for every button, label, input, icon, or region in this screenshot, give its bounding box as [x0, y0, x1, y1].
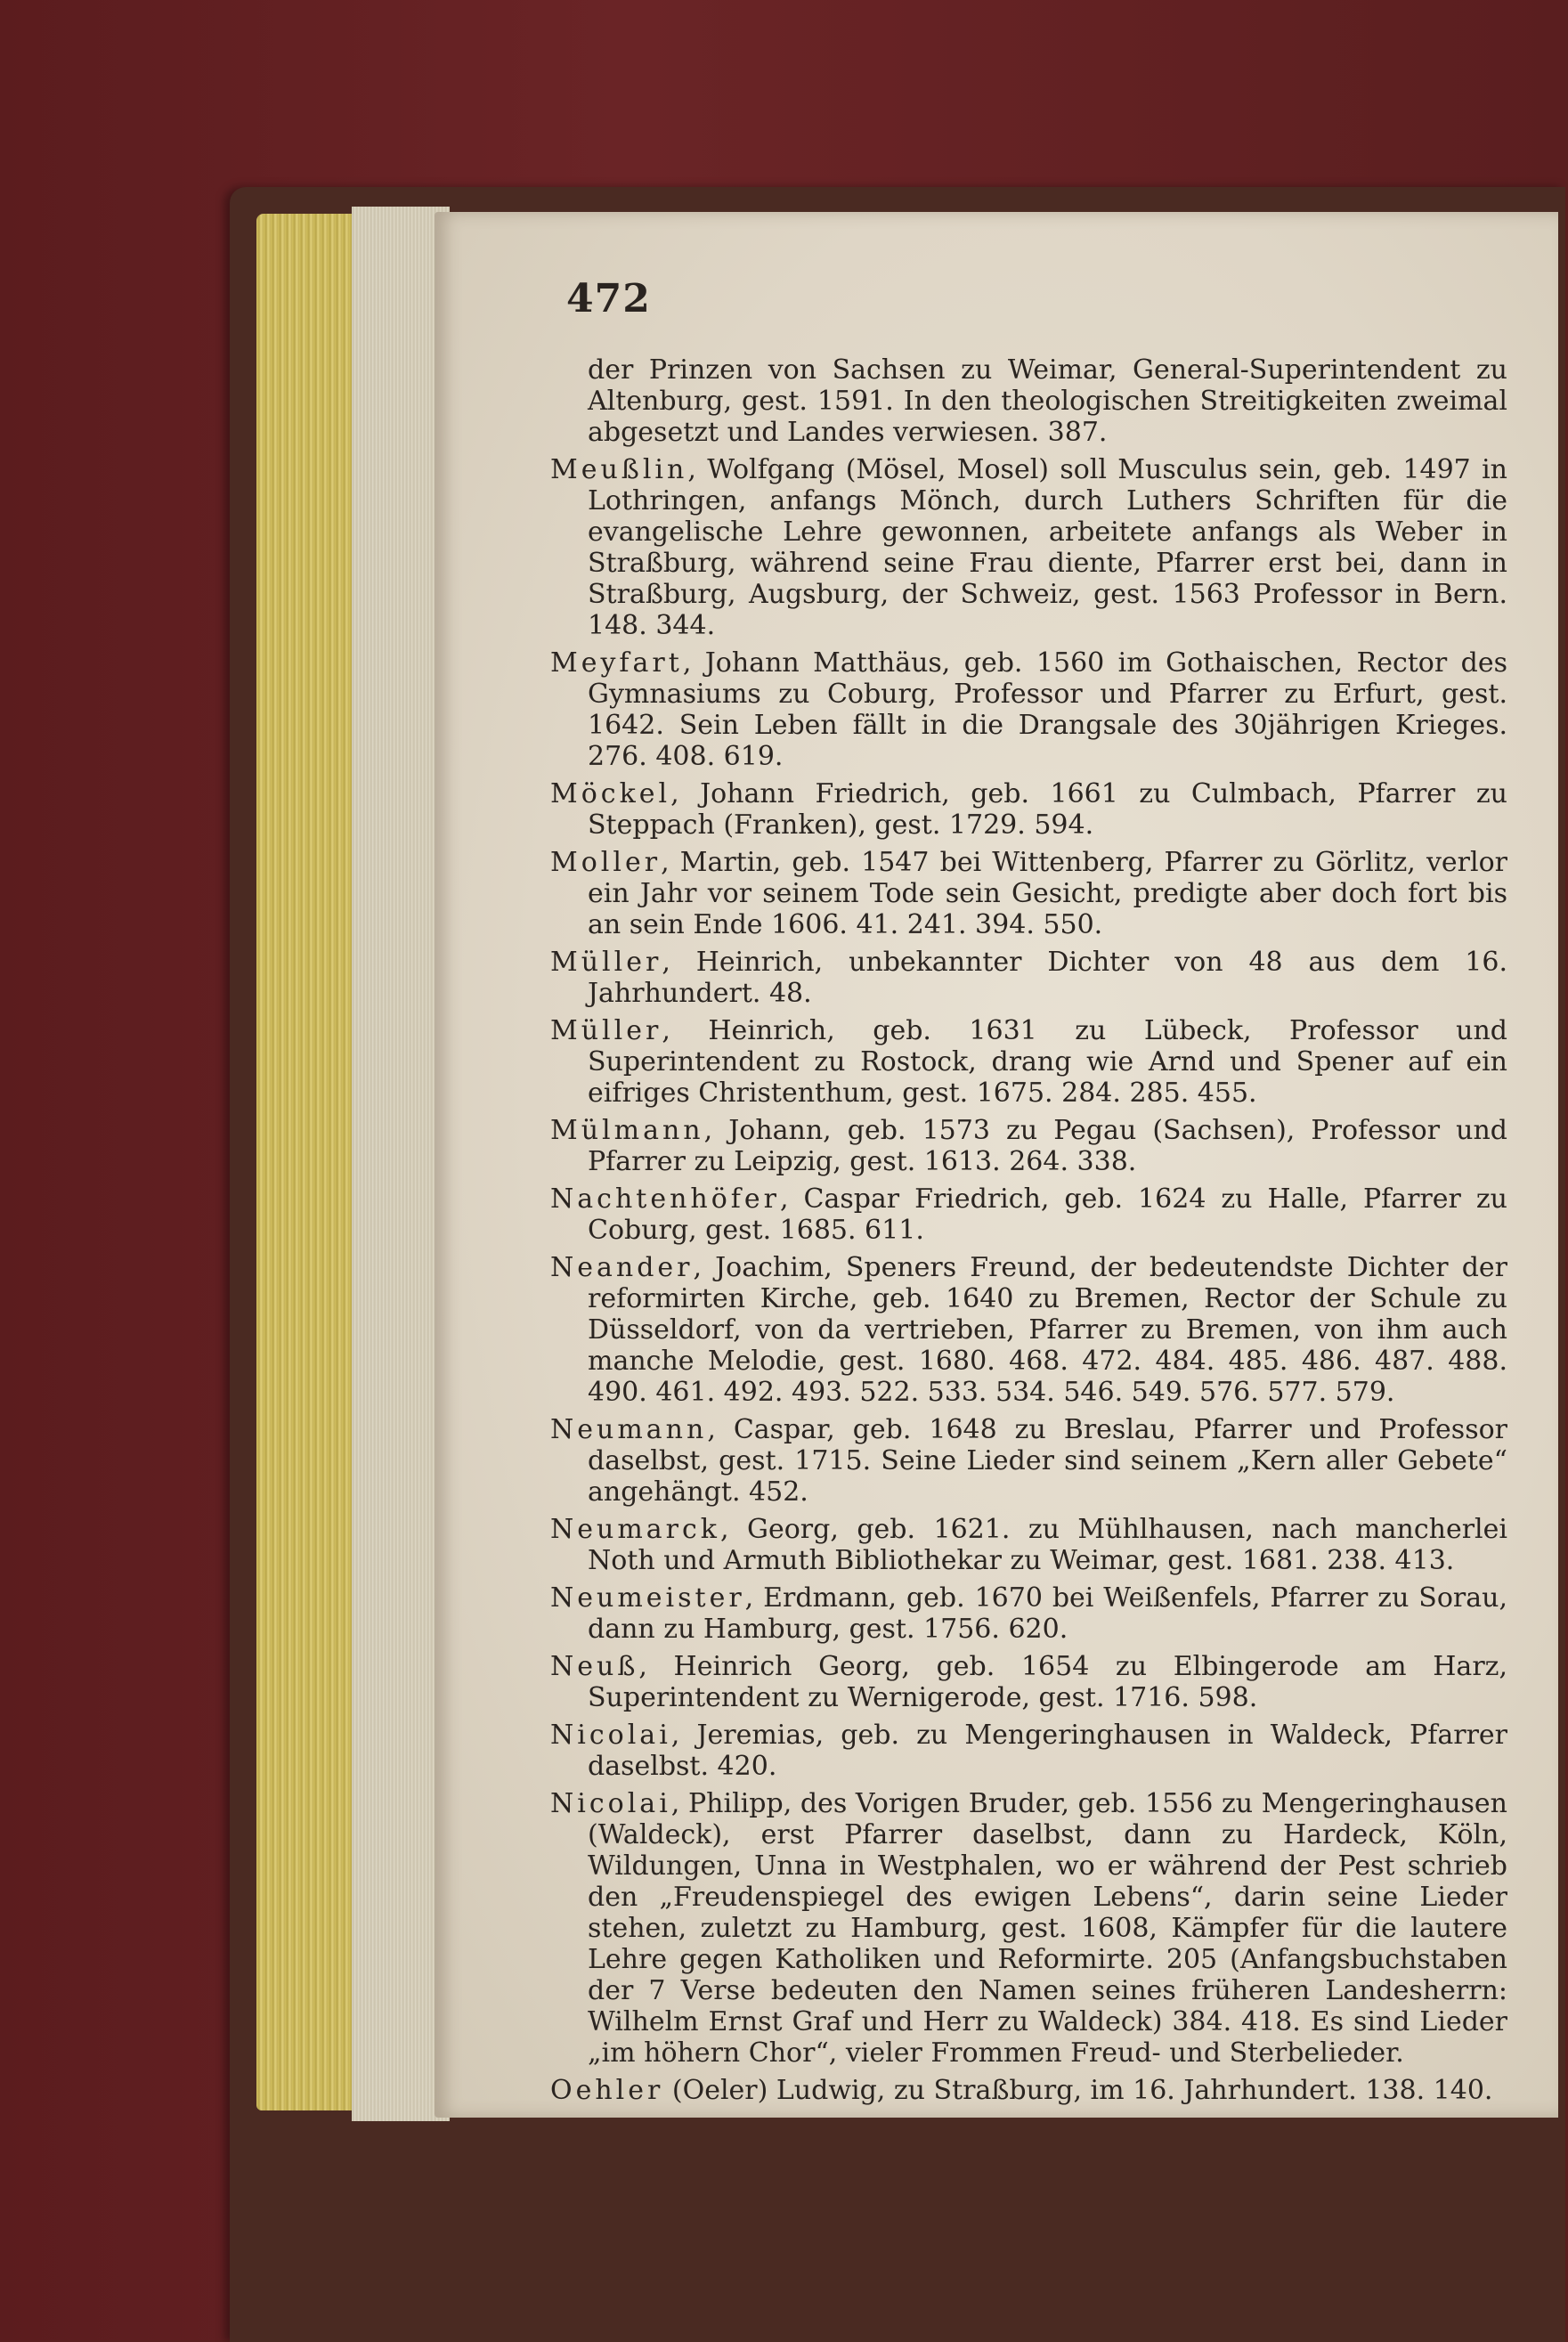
entry-text: , Jeremias, geb. zu Mengeringhausen in Waldeck, Pfarrer daselbst. 420. [588, 1720, 1507, 1782]
entry-headword: Nachtenhöfer [550, 1183, 780, 1215]
entry-neumann [550, 1414, 1507, 1508]
entry-headword: Moller [550, 847, 662, 878]
entry-text: , Georg, geb. 1621. zu Mühlhausen, nach mancherlei Noth und Armuth Bibliothekar zu Weimar, gest. 1681. 238. 413. [588, 1514, 1507, 1576]
entry-headword: Oehler [550, 2075, 664, 2106]
entry-headword: Neumann [550, 1414, 708, 1445]
entry-text: , Wolfgang (Mösel, Mosel) soll Musculus sein, geb. 1497 in Lothringen, anfangs Mönch, durch Luthers Schriften für die evangelische Lehre gewonnen, arbeitete anfangs als Weber in Straßburg, während seine Frau diente, Pfarrer erst bei, dann in Straßburg, Augsburg, der Schweiz, gest. 1563 Professor in Bern. 148. 344. [588, 454, 1507, 641]
entry-headword: Mülmann [550, 1115, 704, 1146]
entry-text: , Philipp, des Vorigen Bruder, geb. 1556 zu Mengeringhausen (Waldeck), erst Pfarrer daselbst, dann zu Hardeck, Köln, Wildungen, Unna in Westphalen, wo er während der Pest schrieb den „Freudenspiegel des ewigen Lebens“, darin seine Lieder stehen, zuletzt zu Hamburg, gest. 1608, Kämpfer für die lautere Lehre gegen Katholiken und Reformirte. 205 (Anfangsbuchstaben der 7 Verse bedeuten den Namen seines früheren Landesherrn: Wilhelm Ernst Graf und Herr zu Waldeck) 384. 418. Es sind Lieder „im höhern Chor“, vieler Frommen Freud- und Sterbelieder. [588, 1788, 1507, 2069]
page-number: 472 [566, 276, 651, 321]
entry-nachtenhoefer [550, 1183, 1507, 1246]
book-page [435, 212, 1558, 2118]
entry-text: , Caspar, geb. 1648 zu Breslau, Pfarrer und Professor daselbst, gest. 1715. Seine Lieder sind seinem „Kern aller Gebete“ angehängt. 452. [588, 1414, 1507, 1508]
entry-headword: Müller [550, 947, 662, 978]
entry-text: , Martin, geb. 1547 bei Wittenberg, Pfarrer zu Görlitz, verlor ein Jahr vor seinem Tode sein Gesicht, predigte aber doch fort bis an sein Ende 1606. 41. 241. 394. 550. [588, 847, 1507, 940]
entry-headword: Müller [550, 1015, 662, 1046]
entry-text: , Joachim, Speners Freund, der bedeutendste Dichter der reformirten Kirche, geb. 1640 zu Bremen, Rector der Schule zu Düsseldorf, von da vertrieben, Pfarrer zu Bremen, von ihm auch manche Melodie, gest. 1680. 468. 472. 484. 485. 486. 487. 488. 490. 461. 492. 493. 522. 533. 534. 546. 549. 576. 577. 579. [588, 1252, 1507, 1408]
entry-neumarck [550, 1514, 1507, 1576]
gilt-page-edges [256, 214, 363, 2110]
entry-headword: Neuß [550, 1651, 639, 1682]
entry-headword: Meyfart [550, 647, 683, 679]
entry-text: , Caspar Friedrich, geb. 1624 zu Halle, Pfarrer zu Coburg, gest. 1685. 611. [588, 1183, 1507, 1246]
entry-text: der Prinzen von Sachsen zu Weimar, General-Superintendent zu Altenburg, gest. 1591. In den theologischen Streitigkeiten zweimal abgesetzt und Landes verwiesen. 387. [588, 354, 1507, 448]
entry-text: , Heinrich, unbekannter Dichter von 48 aus dem 16. Jahrhundert. 48. [588, 947, 1507, 1009]
entry-headword: Möckel [550, 778, 671, 809]
entry-moller [550, 847, 1507, 940]
entry-text: (Oeler) Ludwig, zu Straßburg, im 16. Jahrhundert. 138. 140. [663, 2075, 1493, 2106]
entry-text: , Johann Matthäus, geb. 1560 im Gothaischen, Rector des Gymnasiums zu Coburg, Professor und Pfarrer zu Erfurt, gest. 1642. Sein Leben fällt in die Drangsale des 30jährigen Krieges. 276. 408. 619. [588, 647, 1507, 772]
entry-nicolai-philipp [550, 1788, 1507, 2069]
entry-moeckel [550, 778, 1507, 841]
entry-neander [550, 1252, 1507, 1408]
entry-meyfart [550, 647, 1507, 772]
entry-oehler [550, 2075, 1507, 2106]
entry-nicolai-jeremias [550, 1720, 1507, 1782]
entry-meusslin [550, 454, 1507, 641]
entry-mueller-1 [550, 947, 1507, 1009]
entry-neumeister [550, 1582, 1507, 1645]
entry-text: , Heinrich, geb. 1631 zu Lübeck, Professor und Superintendent zu Rostock, drang wie Arnd und Spener auf ein eifriges Christenthum, gest. 1675. 284. 285. 455. [588, 1015, 1507, 1109]
entry-text: , Johann Friedrich, geb. 1661 zu Culmbach, Pfarrer zu Steppach (Franken), gest. 1729. 594. [588, 778, 1507, 841]
entry-text: , Erdmann, geb. 1670 bei Weißenfels, Pfarrer zu Sorau, dann zu Hamburg, gest. 1756. 620. [588, 1582, 1507, 1645]
entry-headword: Neumarck [550, 1514, 720, 1545]
entry-text: , Heinrich Georg, geb. 1654 zu Elbingerode am Harz, Superintendent zu Wernigerode, gest. 1716. 598. [588, 1651, 1507, 1713]
entry-headword: Nicolai [550, 1788, 671, 1819]
entry-headword: Neander [550, 1252, 694, 1283]
entry-muelmann [550, 1115, 1507, 1177]
entry-headword: Nicolai [550, 1720, 671, 1751]
entry-headword: Neumeister [550, 1582, 745, 1614]
entry-continuation [550, 354, 1507, 448]
entry-neuss [550, 1651, 1507, 1713]
entry-mueller-2 [550, 1015, 1507, 1109]
entry-text: , Johann, geb. 1573 zu Pegau (Sachsen), Professor und Pfarrer zu Leipzig, gest. 1613. 264. 338. [588, 1115, 1507, 1177]
register-entries [550, 354, 1507, 2112]
entry-headword: Meußlin [550, 454, 688, 485]
